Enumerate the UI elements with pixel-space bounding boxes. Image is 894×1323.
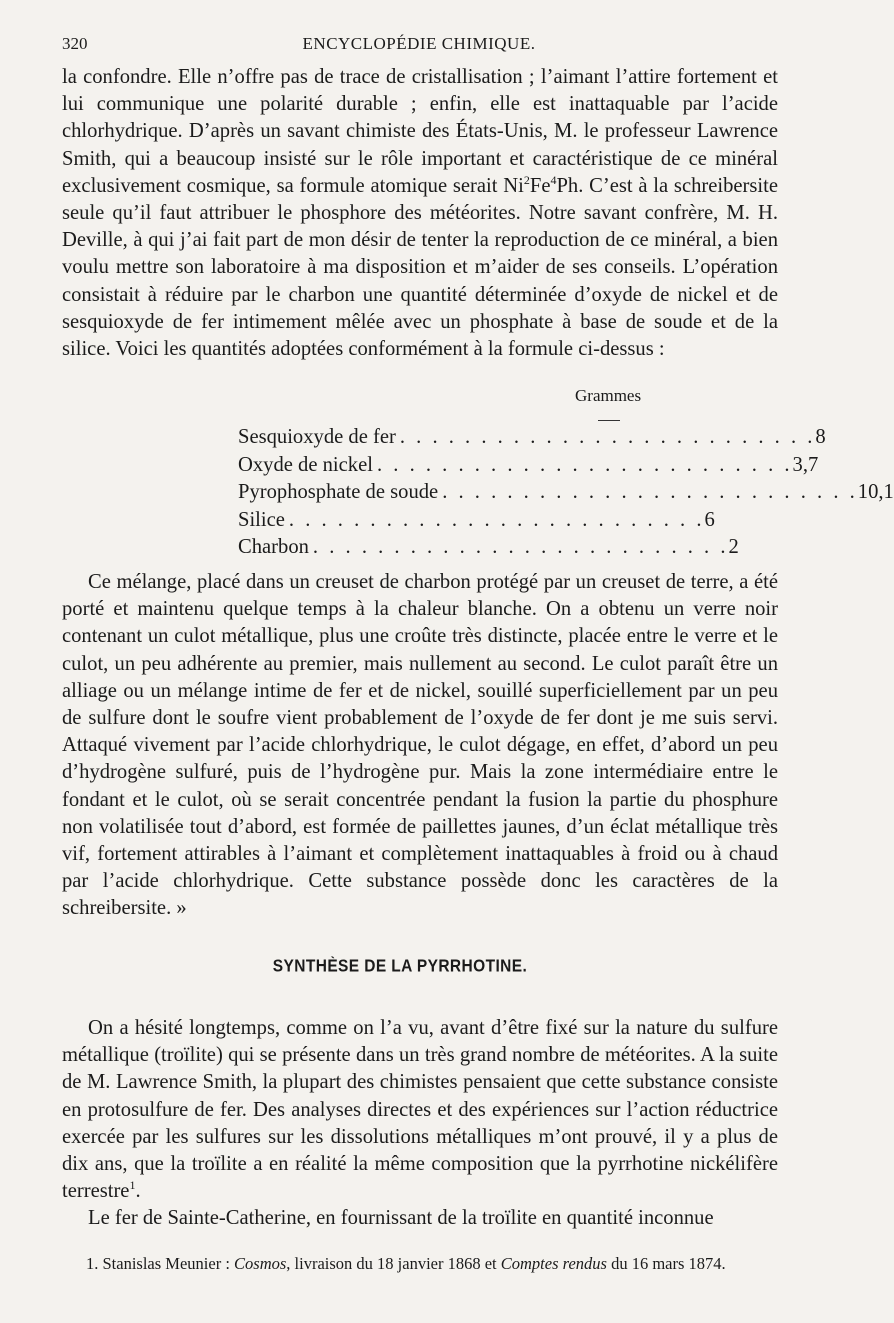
para3-text-a: On a hésité longtemps, comme on l’a vu, avant d’être fixé sur la nature du sulfure métallique (troïlite) qui se présente dans un très grand nombre de météorites. A la suite de M. Lawrence Smith, la plupart des chimistes pensaient que cette substance consiste en protosulfure de fer. Des analyses directes et des expériences sur l’action réductrice exercée par les sulfures sur les dissolutions métalliques m’ont prouvé, il y a plus de dix ans, que la troïlite a en réalité la même composition que la pyrrhotine nickélifère terrestre	[62, 1017, 778, 1203]
paragraph-sainte-catherine: Le fer de Sainte-Catherine, en fournissant de la troïlite en quantité inconnue	[88, 1207, 714, 1230]
table-row	[238, 534, 739, 562]
leader-dots: . . . . . . . . . . . . . . . . . . . . . . . . . .	[376, 453, 793, 476]
ingredient-name: Sesquioxyde de fer	[238, 426, 396, 448]
footnote-number: 1.	[86, 1254, 99, 1273]
formula-superscript-fe: 4	[550, 172, 557, 187]
table-unit-header: Grammes	[575, 386, 642, 405]
footnote-reference: 1	[129, 1178, 136, 1193]
page-number: 320	[62, 34, 88, 53]
page-header	[62, 34, 776, 58]
formula-superscript-ni: 2	[523, 172, 530, 187]
table-row	[238, 507, 715, 535]
table-row	[238, 452, 819, 480]
running-title: ENCYCLOPÉDIE CHIMIQUE.	[302, 34, 536, 53]
footnote-author: Stanislas Meunier :	[102, 1254, 230, 1273]
leader-dots: . . . . . . . . . . . . . . . . . . . . . . . . . .	[288, 508, 705, 531]
section-title: SYNTHÈSE DE LA PYRRHOTINE.	[272, 956, 528, 977]
ingredient-value: 8	[815, 426, 826, 448]
leader-dots: . . . . . . . . . . . . . . . . . . . . . . . . . .	[442, 481, 858, 503]
ingredient-name: Silice	[238, 508, 285, 531]
ingredient-name: Charbon	[238, 536, 309, 558]
ingredient-value: 10,1	[857, 481, 894, 503]
footnote-end: du 16 mars 1874.	[611, 1254, 726, 1273]
table-row	[238, 479, 894, 507]
leader-dots: . . . . . . . . . . . . . . . . . . . . . . . . . .	[399, 426, 816, 448]
para1-text-c: Ph. C’est à la schreibersite seule qu’il faut attribuer le phosphore des météorites. Notre savant confrère, M. H. Deville, à qui j’ai fait part de mon désir de tenter la reproduction de ce minéral, a bien voulu mettre son laboratoire à ma disposition et m’aider de ses conseils. L’opération consistait à réduire par le charbon une quantité déterminée d’oxyde de nickel et de sesquioxyde de fer intimement mêlée avec un phosphate à base de soude et de la silice. Voici les quantités adoptées conformément à la formule ci-dessus :	[62, 174, 778, 361]
table-row	[238, 424, 826, 452]
paragraph-schreibersite	[62, 64, 778, 363]
leader-dots: . . . . . . . . . . . . . . . . . . . . . . . . . .	[312, 536, 729, 558]
para1-text-b: Fe	[529, 174, 551, 197]
footnote-journal-cosmos: Cosmos	[234, 1254, 287, 1273]
footnote	[86, 1254, 786, 1274]
para3-text-b: .	[135, 1180, 141, 1203]
footnote-journal-comptes-rendus: Comptes rendus	[500, 1254, 607, 1273]
para1-text-a: la confondre. Elle n’offre pas de trace de cristallisation ; l’aimant l’attire fortement et lui communique une polarité durable ; enfin, elle est inattaquable par l’acide chlorhydrique. D’après un savant chimiste des États-Unis, M. le professeur Lawrence Smith, qui a beaucoup insisté sur le rôle important et caractéristique de ce minéral exclusivement cosmique, sa formule atomique serait Ni	[62, 66, 778, 197]
section-body	[62, 1015, 778, 1233]
footnote-mid: , livraison du 18 janvier 1868 et	[286, 1254, 497, 1273]
paragraph-troilite	[62, 1015, 778, 1205]
ingredient-value: 6	[704, 508, 715, 531]
ingredient-value: 3,7	[792, 453, 819, 476]
table-rule	[598, 420, 620, 421]
paragraph-experiment: Ce mélange, placé dans un creuset de charbon protégé par un creuset de terre, a été porté et maintenu quelque temps à la chaleur blanche. On a obtenu un verre noir contenant un culot métallique, plus une croûte très distincte, placée entre le verre et le culot, un peu adhérente au premier, mais nullement au second. Le culot paraît être un alliage ou un mélange intime de fer et de nickel, souillé superficiellement par un peu de sulfure dont le soufre vient probablement de l’oxyde de fer dont je me suis servi. Attaqué vivement par l’acide chlorhydrique, le culot dégage, en effet, d’abord un peu d’hydrogène sulfuré, puis de l’hydrogène pur. Mais la zone intermédiaire entre le fondant et le culot, où se serait concentrée pendant la fusion la partie du phosphure non volatilisée tout d’abord, est formée de paillettes jaunes, d’un éclat métallique très vif, fortement attirables à l’aimant et complètement inattaquables à froid ou à chaud par l’acide chlorhydrique. Cette substance possède donc les caractères de la schreibersite. »	[62, 571, 778, 920]
ingredient-name: Oxyde de nickel	[238, 453, 373, 476]
ingredient-name: Pyrophosphate de soude	[238, 481, 439, 503]
ingredient-value: 2	[728, 536, 739, 558]
quantities-table	[238, 424, 894, 562]
